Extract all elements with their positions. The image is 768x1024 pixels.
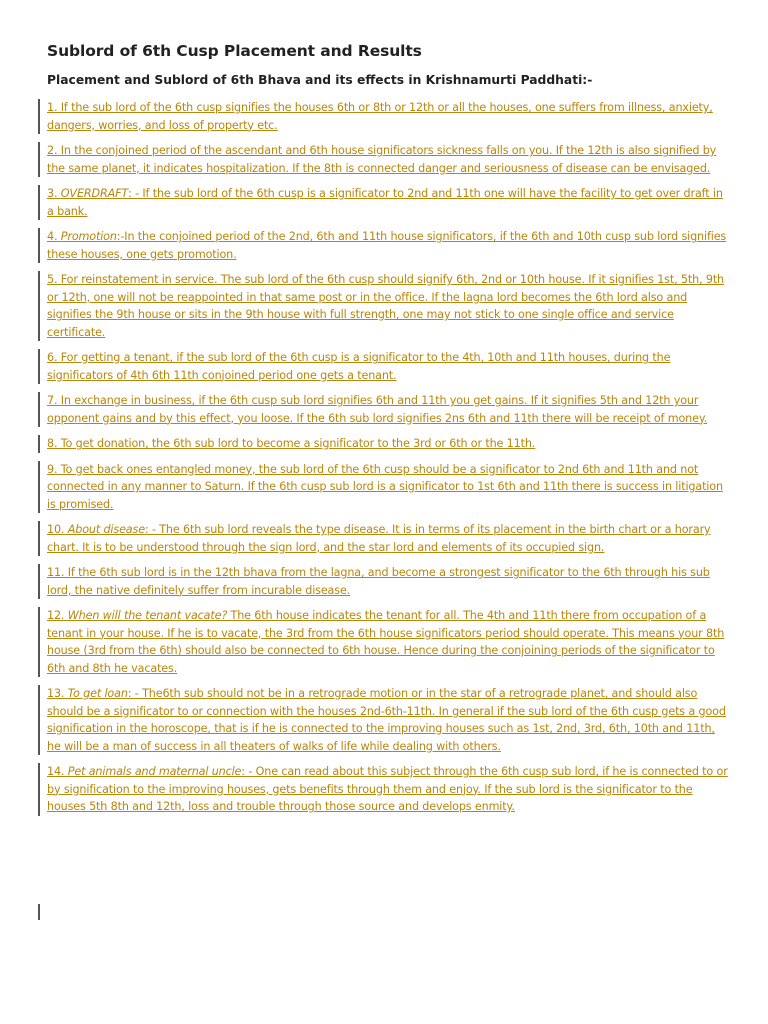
item-number: 6. bbox=[47, 351, 58, 364]
item-number: 3. bbox=[47, 187, 58, 200]
list-item[interactable] bbox=[38, 142, 728, 177]
list-item[interactable] bbox=[38, 607, 728, 677]
item-label: OVERDRAFT bbox=[60, 187, 129, 200]
list-item[interactable] bbox=[38, 564, 728, 599]
item-number: 13. bbox=[47, 687, 65, 700]
item-number: 9. bbox=[47, 462, 58, 476]
item-text: If the 6th sub lord is in the 12th bhava from the lagna, and become a strongest significator to the 6th through his sub lord, the native definitely suffer from incurable disease. bbox=[47, 566, 710, 597]
item-text: For reinstatement in service. The sub lord of the 6th cusp should signify 6th, 2nd or 10th house. If it signifies 1st, 5th, 9th or 12th, one will not be reappointed in that same post or in the office. If the lagna lord becomes the 6th lord also and signifies the 9th house or sits in the 9th house with full strength, one may not stick to one single office and service certificate. bbox=[47, 273, 724, 339]
item-number: 7. bbox=[47, 394, 58, 407]
list-item[interactable] bbox=[38, 228, 728, 263]
page-subtitle: Placement and Sublord of 6th Bhava and its effects in Krishnamurti Paddhati:- bbox=[47, 73, 593, 87]
item-number: 11. bbox=[47, 566, 65, 579]
item-text: To get donation, the 6th sub lord to become a significator to the 3rd or 6th or the 11th. bbox=[57, 437, 536, 450]
list-item[interactable] bbox=[38, 763, 728, 816]
item-text: If the sub lord of the 6th cusp signifies the houses 6th or 8th or 12th or all the houses, one suffers from illness, anxiety, dangers, worries, and loss of property etc. bbox=[47, 101, 713, 132]
list-item[interactable] bbox=[38, 461, 728, 514]
item-number: 2. bbox=[47, 144, 58, 157]
list-item[interactable] bbox=[38, 392, 728, 427]
item-text: To get back ones entangled money, the sub lord of the 6th cusp should be a significator to 2nd 6th and 11th and not connected in any manner to Saturn. If the 6th cusp sub lord is a significator to 1st 6th and 11th there is success in litigation is promised. bbox=[47, 462, 723, 511]
item-text: : - If the sub lord of the 6th cusp is a significator to 2nd and 11th one will have the facility to get over draft in a bank. bbox=[47, 187, 723, 218]
list-item[interactable] bbox=[38, 271, 728, 341]
list-item[interactable] bbox=[38, 521, 728, 556]
item-number: 10. bbox=[47, 523, 65, 536]
item-text: In the conjoined period of the ascendant and 6th house significators sickness falls on you. If the 12th is also signified by the same planet, it indicates hospitalization. If the 8th is connected danger and seriousness of disease can be envisaged. bbox=[47, 144, 717, 175]
list-item[interactable] bbox=[38, 435, 728, 453]
item-text: For getting a tenant, if the sub lord of the 6th cusp is a significator to the 4th, 10th and 11th houses, during the significators of 4th 6th 11th conjoined period one gets a tenant. bbox=[47, 351, 671, 382]
item-text: In exchange in business, if the 6th cusp sub lord signifies 6th and 11th you get gains. If it signifies 5th and 12th your opponent gains and by this effect, you loose. If the 6th sub lord signifies 2ns 6th and 11th there will be receipt of money. bbox=[47, 394, 708, 425]
list-item[interactable] bbox=[38, 99, 728, 134]
item-text: : - The 6th sub lord reveals the type disease. It is in terms of its placement in the birth chart or a horary chart. It is to be understood through the sign lord, and the star lord and elements of its occupied sign. bbox=[47, 523, 711, 554]
list-item[interactable] bbox=[38, 185, 728, 220]
item-label: About disease bbox=[67, 523, 145, 536]
item-number: 12. bbox=[47, 609, 65, 622]
item-text: :-In the conjoined period of the 2nd, 6th and 11th house significators, if the 6th and 10th cusp sub lord signifies these houses, one gets promotion. bbox=[47, 230, 727, 261]
item-number: 5. bbox=[47, 273, 58, 286]
text-cursor bbox=[38, 904, 40, 920]
list-item[interactable] bbox=[38, 349, 728, 384]
item-label: When will the tenant vacate? bbox=[67, 609, 228, 622]
item-label: Pet animals and maternal uncle bbox=[67, 765, 242, 778]
item-number: 14. bbox=[47, 765, 65, 778]
page-title: Sublord of 6th Cusp Placement and Results bbox=[47, 42, 422, 60]
item-label: Promotion bbox=[60, 230, 117, 243]
item-number: 8. bbox=[47, 437, 58, 450]
item-text: The 6th house indicates the tenant for all. The 4th and 11th there from occupation of a tenant in your house. If he is to vacate, the 3rd from the 6th house significators period should operate. This means your 8th house (3rd from the 6th) should also be connected to 6th house. Hence during the conjoining periods of the significator to 6th and 8th he vacates. bbox=[47, 609, 725, 675]
result-list bbox=[38, 99, 728, 824]
item-number: 4. bbox=[47, 230, 58, 243]
item-text: : - The6th sub should not be in a retrograde motion or in the star of a retrograde planet, and should also should be a significator to or connection with the houses 2nd-6th-11th. In general if the sub lord of the 6th cusp gets a good signification in the horoscope, that is if he is connected to the improving houses such as 1st, 2nd, 3rd, 6th, 10th and 11th, he will be a man of success in all theaters of walks of life while dealing with others. bbox=[47, 687, 726, 753]
item-label: To get loan bbox=[67, 687, 128, 700]
list-item[interactable] bbox=[38, 685, 728, 755]
item-number: 1. bbox=[47, 101, 58, 114]
item-text: : - One can read about this subject through the 6th cusp sub lord, if he is connected to or by signification to the improving houses, gets benefits through them and enjoy. If the sub lord is the significator to the houses 5th 8th and 12th, loss and trouble through those source and develops enmity. bbox=[47, 765, 728, 813]
